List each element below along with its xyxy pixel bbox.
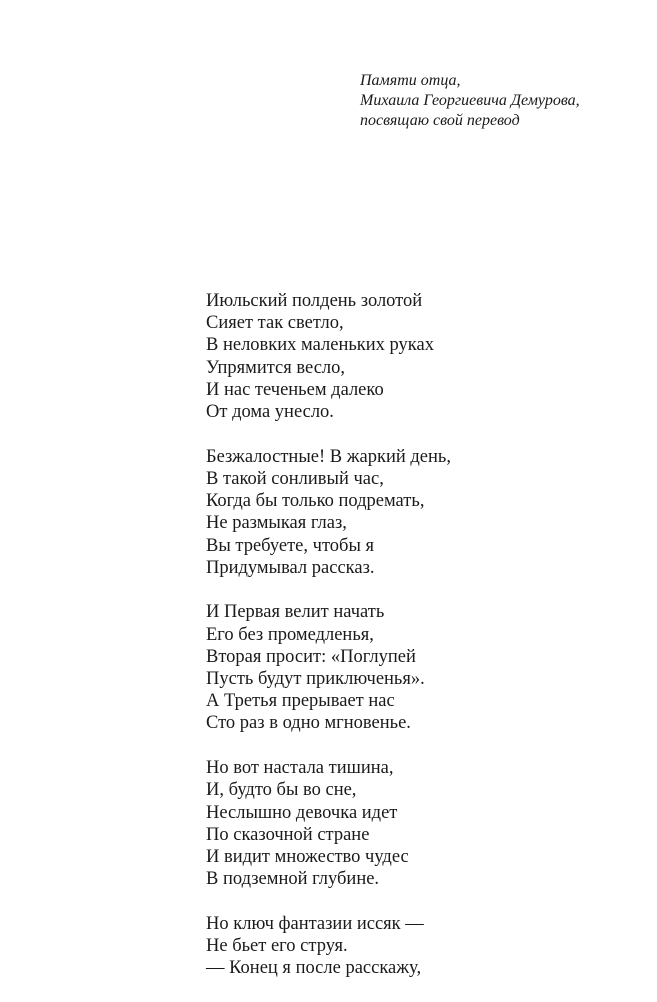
poem-line: И Первая велит начать bbox=[206, 602, 385, 623]
stanza-1 bbox=[206, 290, 636, 423]
poem-line: В такой сонливый час, bbox=[206, 468, 384, 489]
poem-line: Но вот настала тишина, bbox=[206, 758, 394, 779]
poem-line: Вторая просит: «Поглупей bbox=[206, 646, 416, 667]
poem-line: Упрямится весло, bbox=[206, 357, 346, 378]
poem-line: От дома унесло. bbox=[206, 402, 334, 423]
poem-line: В подземной глубине. bbox=[206, 869, 380, 890]
poem-line: Вы требуете, чтобы я bbox=[206, 535, 375, 556]
poem-line: И видит множество чудес bbox=[206, 846, 409, 867]
poem-line: Не бьет его струя. bbox=[206, 936, 348, 957]
poem-line: Когда бы только подремать, bbox=[206, 491, 425, 512]
poem-line: Его без промедленья, bbox=[206, 624, 374, 645]
poem-line: По сказочной стране bbox=[206, 824, 370, 845]
dedication-line: Памяти отца, bbox=[360, 72, 461, 89]
dedication-line: посвящаю свой перевод bbox=[360, 112, 520, 129]
stanza-2 bbox=[206, 446, 636, 579]
poem-line: В неловких маленьких руках bbox=[206, 335, 434, 356]
poem-line: Придумывал рассказ. bbox=[206, 557, 375, 578]
poem-line: Сто раз в одно мгновенье. bbox=[206, 713, 411, 734]
stanza-5 bbox=[206, 913, 636, 980]
poem-line: И, будто бы во сне, bbox=[206, 780, 357, 801]
poem-line: И нас теченьем далеко bbox=[206, 379, 384, 400]
poem-line: Сияет так светло, bbox=[206, 313, 344, 334]
stanza-4 bbox=[206, 757, 636, 890]
stanza-3 bbox=[206, 601, 636, 734]
dedication bbox=[360, 71, 650, 131]
poem-line: Июльский полдень золотой bbox=[206, 291, 423, 311]
poem-line: Но ключ фантазии иссяк — bbox=[206, 913, 424, 934]
poem-line: Не размыкая глаз, bbox=[206, 513, 347, 534]
poem-line: Неслышно девочка идет bbox=[206, 802, 398, 823]
dedication-line: Михаила Георгиевича Демурова, bbox=[360, 92, 580, 109]
poem bbox=[206, 290, 636, 1002]
poem-line: А Третья прерывает нас bbox=[206, 691, 395, 712]
poem-line: Безжалостные! В жаркий день, bbox=[206, 446, 451, 467]
poem-line: Пусть будут приключенья». bbox=[206, 669, 425, 690]
poem-line: — Конец я после расскажу, bbox=[206, 958, 422, 979]
